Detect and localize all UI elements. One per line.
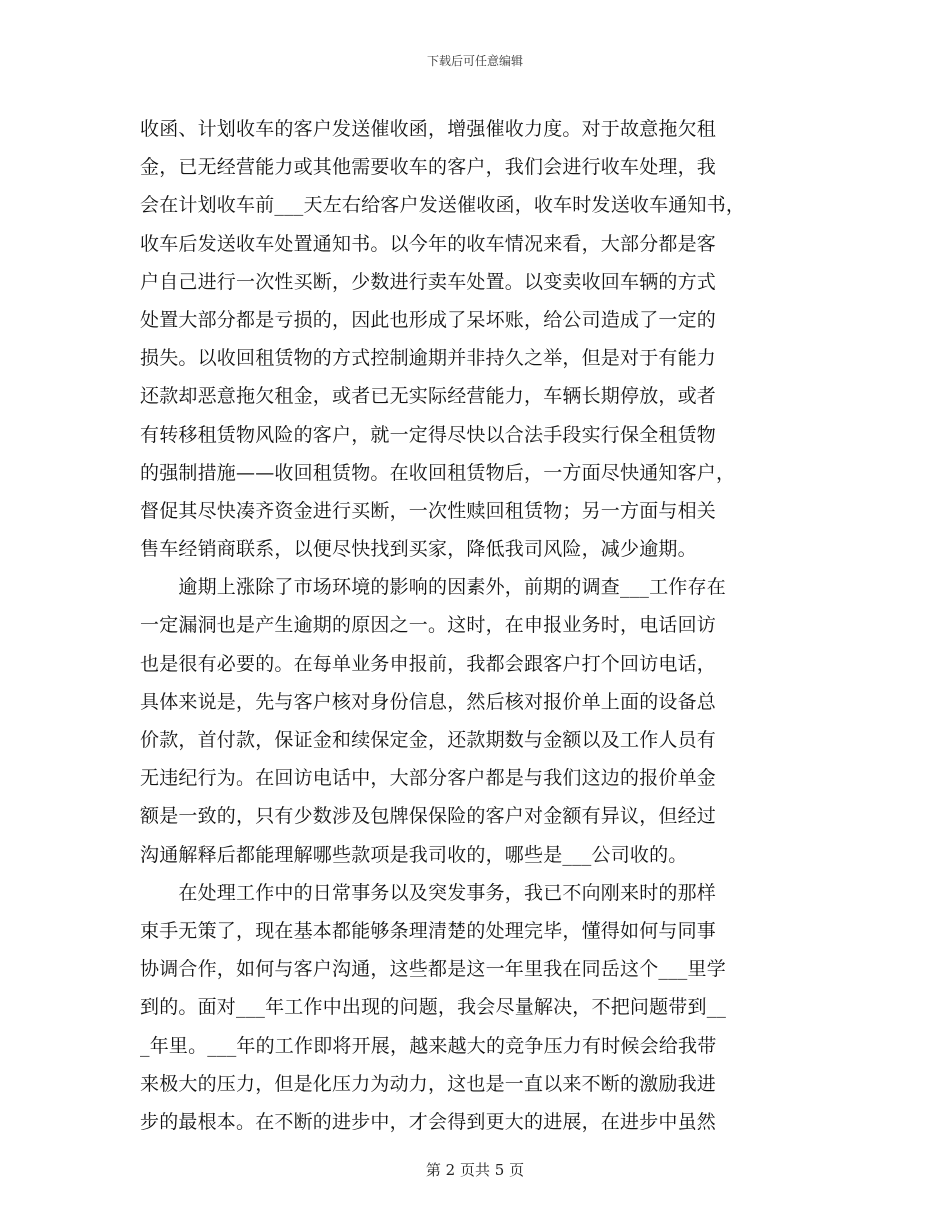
text-line: 无违纪行为。在回访电话中，大部分客户都是与我们这边的报价单金 (140, 767, 717, 790)
text-line: 额是一致的，只有少数涉及包牌保保险的客户对金额有异议，但经过 (140, 805, 717, 828)
document-body (140, 110, 820, 1141)
page-footer: 第 2 页共 5 页 (425, 1161, 525, 1179)
text-line: 的强制措施——收回租赁物。在收回租赁物后，一方面尽快通知客户， (140, 461, 736, 484)
text-line: 收函、计划收车的客户发送催收函，增强催收力度。对于故意拖欠租 (140, 118, 717, 140)
text-line: 会在计划收车前___天左右给客户发送催收函，收车时发送收车通知书， (140, 194, 746, 217)
text-line: 处置大部分都是亏损的，因此也形成了呆坏账，给公司造成了一定的 (140, 308, 717, 331)
text-line: 逾期上涨除了市场环境的影响的因素外，前期的调查___工作存在 (140, 576, 726, 599)
text-line: 步的最根本。在不断的进步中，才会得到更大的进展，在进步中虽然 (140, 1110, 717, 1133)
page-header: 下载后可任意编辑 (426, 54, 523, 68)
text-line: 损失。以收回租赁物的方式控制逾期并非持久之举，但是对于有能力 (140, 347, 717, 370)
text-line: 束手无策了，现在基本都能够条理清楚的处理完毕，懂得如何与同事 (140, 919, 717, 942)
text-line: 来极大的压力，但是化压力为动力，这也是一直以来不断的激励我进 (140, 1072, 717, 1095)
text-line: 金，已无经营能力或其他需要收车的客户，我们会进行收车处理，我 (140, 156, 717, 179)
text-line: 具体来说是，先与客户核对身份信息，然后核对报价单上面的设备总 (140, 690, 717, 713)
text-line: 沟通解释后都能理解哪些款项是我司收的，哪些是___公司收的。 (140, 843, 688, 866)
text-line: 还款却恶意拖欠租金，或者已无实际经营能力，车辆长期停放，或者 (140, 385, 717, 408)
text-line: 售车经销商联系，以便尽快找到买家，降低我司风险，减少逾期。 (140, 538, 697, 561)
text-line: 协调合作，如何与客户沟通，这些都是这一年里我在同岳这个___里学 (140, 958, 726, 981)
text-line: 到的。面对___年工作中出现的问题，我会尽量解决，不把问题带到__ (140, 996, 727, 1019)
text-line: 一定漏洞也是产生逾期的原因之一。这时，在申报业务时，电话回访 (140, 614, 717, 637)
text-line: 收车后发送收车处置通知书。以今年的收车情况来看，大部分都是客 (140, 232, 717, 255)
text-line: 督促其尽快凑齐资金进行买断，一次性赎回租赁物；另一方面与相关 (140, 499, 717, 522)
text-line: 有转移租赁物风险的客户，就一定得尽快以合法手段实行保全租赁物 (140, 423, 717, 446)
text-line: 在处理工作中的日常事务以及突发事务，我已不向刚来时的那样 (140, 881, 717, 904)
text-line: 户自己进行一次性买断，少数进行卖车处置。以变卖收回车辆的方式 (140, 270, 717, 293)
text-line: 价款，首付款，保证金和续保定金，还款期数与金额以及工作人员有 (140, 729, 717, 751)
text-line: 也是很有必要的。在每单业务申报前，我都会跟客户打个回访电话， (140, 652, 717, 675)
text-line: _年里。___年的工作即将开展，越来越大的竞争压力有时候会给我带 (140, 1034, 717, 1057)
